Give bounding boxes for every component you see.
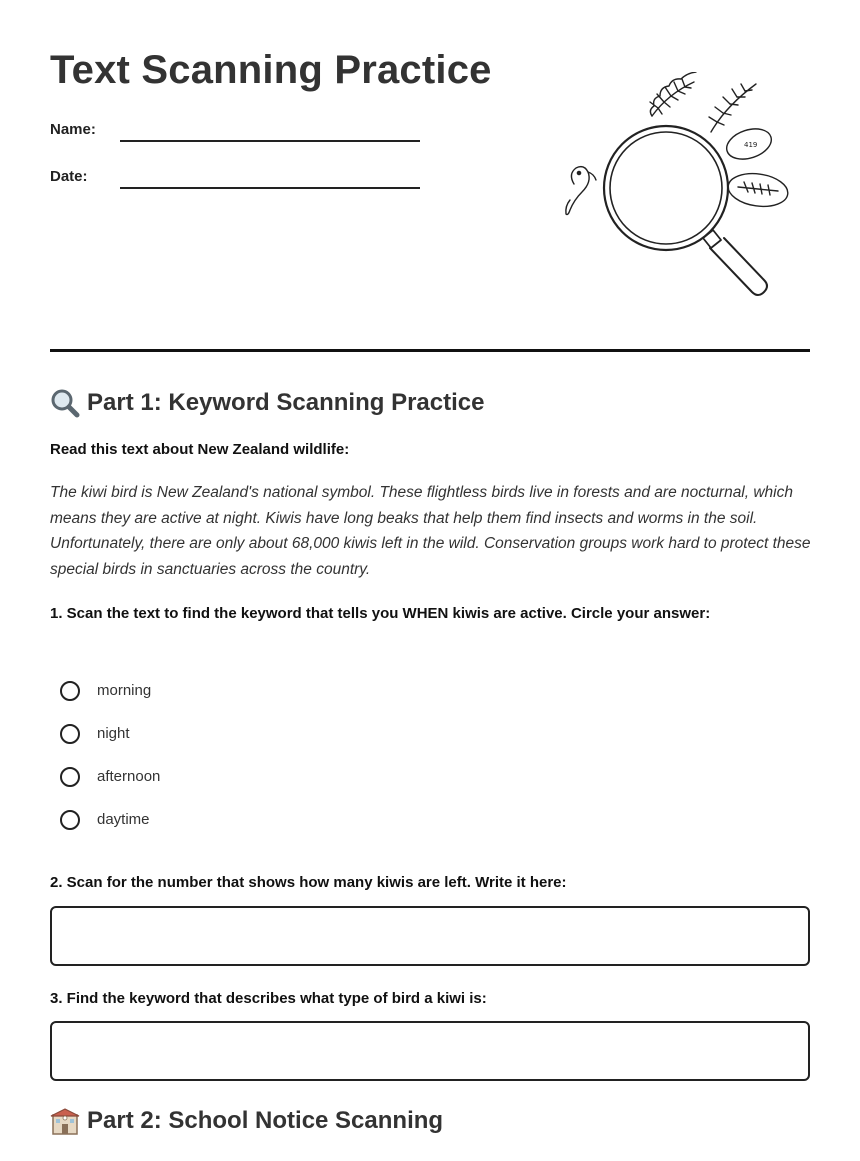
radio-circle[interactable]	[60, 724, 80, 744]
radio-circle[interactable]	[60, 767, 80, 787]
name-label: Name:	[50, 121, 96, 138]
reading-passage: The kiwi bird is New Zealand's national symbol. These flightless birds live in forests and are nocturnal, which means they are active at night. Kiwis have long beaks that help them find insects and worms in the soil. Unfortunately, there are only about 68,000 kiwis left in the wild. Conservation groups work hard to protect these special birds in sanctuaries across the country.	[50, 484, 811, 578]
date-line[interactable]	[120, 187, 420, 189]
radio-circle[interactable]	[60, 681, 80, 701]
magnifier-icon	[50, 388, 80, 418]
fern-icon	[650, 72, 696, 116]
part2-heading-text: Part 2: School Notice Scanning	[87, 1107, 444, 1134]
part1-heading-text: Part 1: Keyword Scanning Practice	[87, 389, 485, 416]
part1-heading	[50, 388, 484, 418]
option-night[interactable]	[60, 712, 160, 755]
part1-intro: Read this text about New Zealand wildlife:	[50, 441, 350, 458]
magnifier-icon	[604, 126, 767, 295]
option-label: night	[97, 725, 130, 742]
option-daytime[interactable]	[60, 798, 160, 841]
school-icon	[50, 1106, 80, 1136]
question-2-answer-box[interactable]	[50, 906, 810, 966]
question-2: 2. Scan for the number that shows how many kiwis are left. Write it here:	[50, 874, 567, 891]
option-label: morning	[97, 682, 152, 699]
svg-text:419: 419	[744, 141, 758, 149]
option-morning[interactable]	[60, 669, 160, 712]
name-line[interactable]	[120, 140, 420, 142]
option-label: afternoon	[97, 768, 161, 785]
fern-icon	[709, 84, 756, 132]
part2-heading	[50, 1106, 443, 1136]
question-3: 3. Find the keyword that describes what type of bird a kiwi is:	[50, 990, 487, 1007]
date-field-row	[50, 168, 420, 185]
rugby-ball-icon	[723, 124, 775, 165]
kiwi-bird-icon	[566, 167, 596, 215]
question-1-options	[60, 669, 160, 841]
name-field-row	[50, 121, 420, 138]
page-title: Text Scanning Practice	[50, 48, 492, 92]
magnifying-glass-illustration	[560, 72, 800, 308]
radio-circle[interactable]	[60, 810, 80, 830]
header-divider	[50, 349, 810, 352]
question-1: 1. Scan the text to find the keyword that tells you WHEN kiwis are active. Circle your answer:	[50, 605, 711, 622]
option-label: daytime	[97, 811, 150, 828]
option-afternoon[interactable]	[60, 755, 160, 798]
rugby-ball-icon	[726, 170, 790, 210]
date-label: Date:	[50, 168, 88, 185]
question-3-answer-box[interactable]	[50, 1021, 810, 1081]
